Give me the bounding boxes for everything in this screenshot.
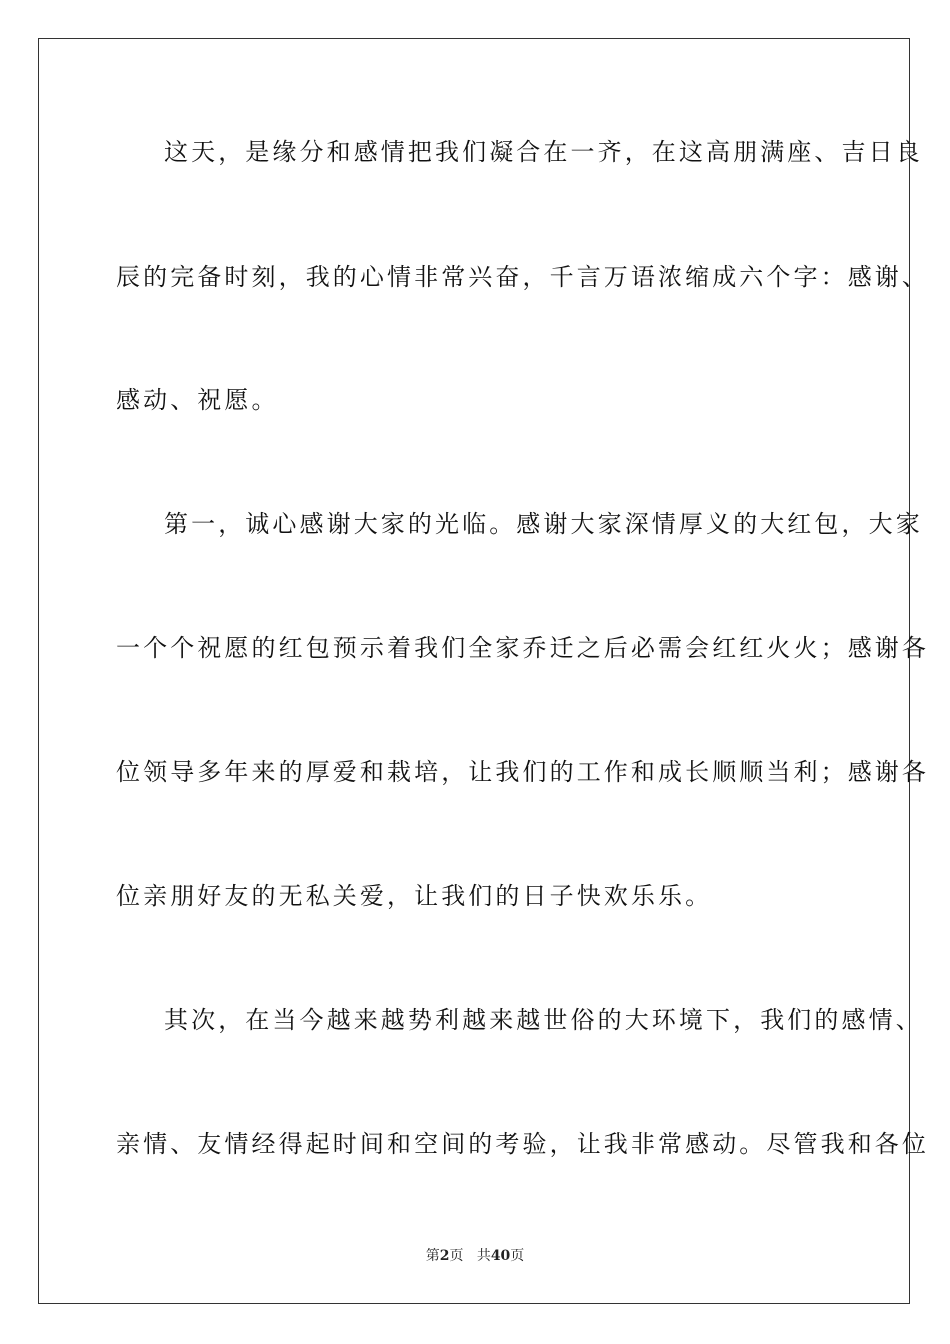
footer-page-suffix: 页 [449,1248,464,1264]
footer-total-prefix: 共 [476,1248,491,1264]
paragraph-3-line-1: 其次，在当今越来越势利越来越世俗的大环境下，我们的感情、 [164,1006,923,1034]
paragraph-2-line-2: 一个个祝愿的红包预示着我们全家乔迁之后必需会红红火火；感谢各 [116,634,929,662]
paragraph-2-line-4: 位亲朋好友的无私关爱，让我们的日子快欢乐乐。 [116,882,713,910]
paragraph-2-line-3: 位领导多年来的厚爱和栽培，让我们的工作和成长顺顺当利；感谢各 [116,758,929,786]
paragraph-1-line-3: 感动、祝愿。 [116,386,279,414]
footer-total-suffix: 页 [510,1248,525,1264]
footer-page-prefix: 第 [425,1248,440,1264]
page-border [38,38,929,1304]
footer-page-number: 2 [439,1248,450,1264]
paragraph-1-line-2: 辰的完备时刻，我的心情非常兴奋，千言万语浓缩成六个字：感谢、 [116,263,929,291]
footer-total-pages: 40 [490,1248,511,1264]
paragraph-2-line-1: 第一，诚心感谢大家的光临。感谢大家深情厚义的大红包，大家 [164,510,923,538]
paragraph-1-line-1: 这天，是缘分和感情把我们凝合在一齐，在这高朋满座、吉日良 [164,138,923,166]
paragraph-3-line-2: 亲情、友情经得起时间和空间的考验，让我非常感动。尽管我和各位 [116,1130,929,1158]
page-footer [0,1247,950,1265]
